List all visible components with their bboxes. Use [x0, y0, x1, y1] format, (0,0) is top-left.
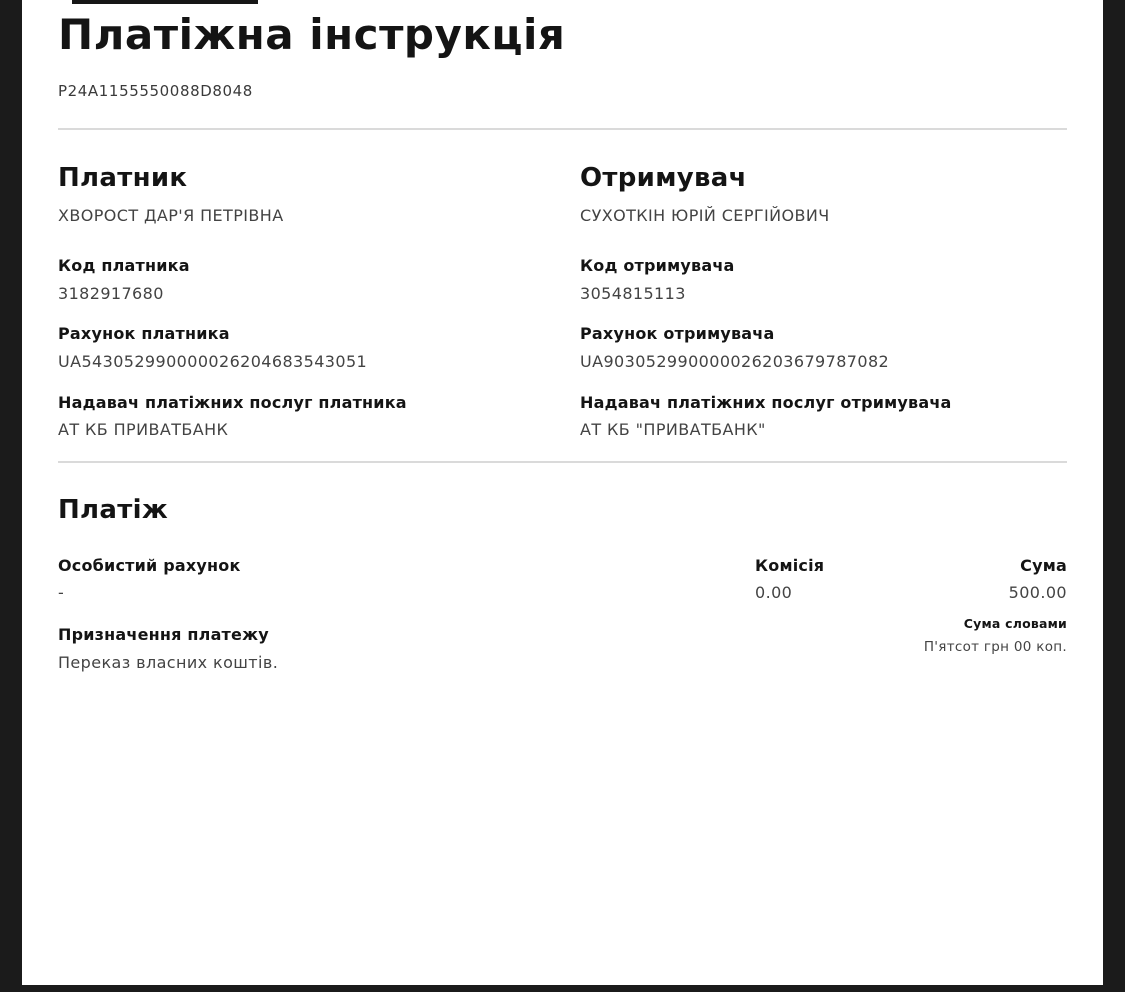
parties-section [58, 164, 1067, 438]
receiver-code-field [580, 257, 1067, 302]
payer-code-label: Код платника [58, 256, 190, 276]
payment-heading: Платіж [58, 494, 169, 525]
receipt-page [22, 0, 1103, 985]
receiver-column [580, 164, 1067, 438]
divider-top [58, 128, 1067, 130]
commission-field [755, 557, 895, 602]
amount-words-label: Сума словами [963, 615, 1067, 631]
document-reference-number: P24A1155550088D8048 [58, 82, 253, 101]
personal-account-label: Особистий рахунок [58, 555, 241, 575]
cutoff-logo-bar [72, 0, 258, 4]
receiver-bank-value: АТ КБ "ПРИВАТБАНК" [580, 420, 766, 440]
personal-account-field [58, 557, 755, 602]
payer-code-field [58, 257, 580, 302]
purpose-field [58, 626, 727, 671]
receiver-account-label: Рахунок отримувача [580, 324, 775, 344]
payer-bank-field [58, 394, 580, 439]
commission-value: 0.00 [755, 583, 793, 603]
receiver-heading: Отримувач [580, 163, 747, 194]
receiver-account-field [580, 325, 1067, 370]
purpose-value: Переказ власних коштів. [58, 652, 279, 672]
payer-account-field [58, 325, 580, 370]
receiver-bank-label: Надавач платіжних послуг отримувача [580, 392, 952, 412]
amount-field [895, 557, 1067, 602]
receiver-name: СУХОТКІН ЮРІЙ СЕРГІЙОВИЧ [580, 206, 830, 226]
payment-details-row [58, 616, 1067, 671]
payer-heading: Платник [58, 163, 188, 194]
page-title: Платіжна інструкція [58, 10, 566, 59]
purpose-label: Призначення платежу [58, 624, 269, 644]
payer-column [58, 164, 580, 438]
payer-account-value: UA543052990000026204683543051 [58, 352, 368, 372]
payer-account-label: Рахунок платника [58, 324, 230, 344]
receiver-code-value: 3054815113 [580, 283, 686, 303]
amount-words-field [727, 616, 1067, 671]
amount-words-value: П'ятсот грн 00 коп. [923, 638, 1067, 655]
payer-code-value: 3182917680 [58, 283, 164, 303]
payment-amounts-row [58, 557, 1067, 602]
payer-name: ХВОРОСТ ДАР'Я ПЕТРІВНА [58, 206, 284, 226]
amount-label: Сума [1020, 555, 1067, 575]
receiver-bank-field [580, 394, 1067, 439]
personal-account-value: - [58, 583, 65, 603]
amount-value: 500.00 [1008, 583, 1067, 603]
commission-label: Комісія [755, 555, 825, 575]
receiver-account-value: UA903052990000026203679787082 [580, 352, 890, 372]
payer-bank-label: Надавач платіжних послуг платника [58, 392, 407, 412]
divider-middle [58, 461, 1067, 463]
receiver-code-label: Код отримувача [580, 256, 735, 276]
payer-bank-value: АТ КБ ПРИВАТБАНК [58, 420, 229, 440]
